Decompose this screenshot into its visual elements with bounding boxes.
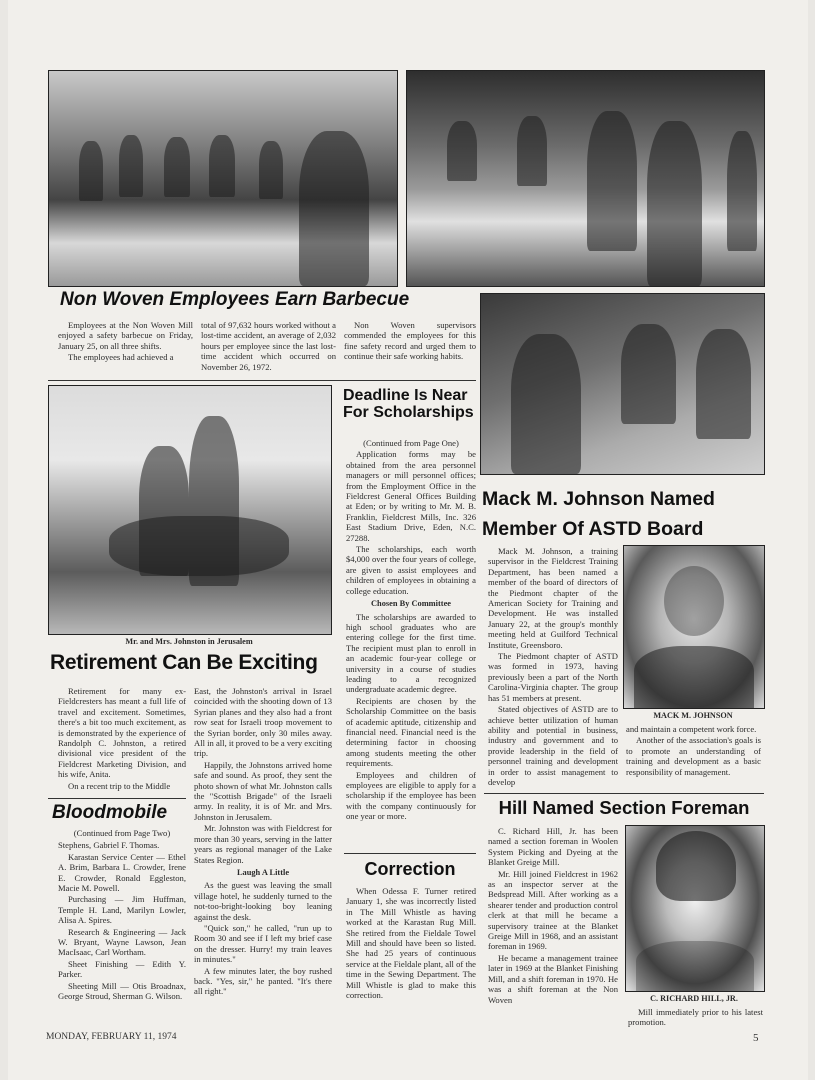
section-divider	[48, 380, 476, 381]
retirement-headline: Retirement Can Be Exciting	[50, 651, 318, 674]
footer-date: MONDAY, FEBRUARY 11, 1974	[46, 1032, 177, 1042]
barbecue-photo-bottom-right	[480, 293, 765, 475]
hill-headline: Hill Named Section Foreman	[498, 797, 750, 818]
barbecue-col-1: Employees at the Non Woven Mill enjoyed a safety barbecue on Friday, January 25, on all three shifts. The employees had achieved a	[58, 320, 193, 363]
newspaper-page	[8, 0, 808, 1080]
scholarship-headline: Deadline Is Near For Scholarships	[343, 387, 474, 421]
bloodmobile-rule	[48, 798, 186, 799]
barbecue-col-3: Non Woven supervisors commended the employees for this fine safety record and urged them to continue their safe working habits.	[344, 320, 476, 362]
johnson-body: Mack M. Johnson, a training supervisor in the Fieldcrest Training Department, has been named a member of the board of directors of the Piedmont chapter of the American Society for Training and Development. He was installed January 22, at the group's monthly meeting held at Guilford Technical Institute, Greensboro. The Piedmont chapter of ASTD was formed in 1973, having previously been a part of the North Carolina-Virginia chapter. The group has 51 members at present. Stated objectives of ASTD are to achieve better utilization of human ability and potential in business, industry and government and to provide leadership in the field of personnel training and development in order to assist management to develop	[488, 546, 618, 787]
johnson-portrait	[623, 545, 765, 709]
johnson-headline: Mack M. Johnson Named Member Of ASTD Board	[482, 488, 715, 540]
hill-caption: C. RICHARD HILL, JR.	[650, 994, 738, 1003]
footer-page-number: 5	[753, 1032, 759, 1044]
hill-body-right: Mill immediately prior to his latest promotion.	[628, 1007, 763, 1028]
johnson-body-right: and maintain a competent work force. Another of the association's goals is to promote an understanding of training and development as a basic responsibility of management.	[626, 724, 761, 777]
bloodmobile-headline: Bloodmobile	[52, 802, 168, 823]
chosen-subhead: Chosen By Committee	[370, 599, 452, 609]
barbecue-photo-left	[48, 70, 398, 287]
correction-body: When Odessa F. Turner retired January 1, she was incorrectly listed in The Mill Whistle as having worked at the Karastan Rug Mill. She retired from the Fieldale Towel Mill and should have been so listed. She had 25 years of continuous service at the Fieldale plant, all of the time in the Sewing Department. The Mill Whistle is glad to make this correction.	[346, 886, 476, 1001]
hill-body: C. Richard Hill, Jr. has been named a section foreman in Woolen System Picking and Dyeing at the Blanket Greige Mill. Mr. Hill joined Fieldcrest in 1962 as an inspector server at the Bedspread Mill. After working as a shearer tender and production control clerk at that mill he became a supervisory trainee at the Blanket Greige Mill in 1968, and an assistant foreman in 1969. He became a management trainee later in 1969 at the Blanket Finishing Mill, and a shift foreman in 1970. He was a shift foreman at the Non Woven	[488, 826, 618, 1005]
scholarship-body: (Continued from Page One) Application forms may be obtained from the area personnel managers or mill personnel offices; from the Employment Office in the Fieldcrest General Offices Building at Eden; or by writing to Mr. M. B. Franklin, Fieldcrest Mills, Inc. 326 East Stadium Drive, Eden, N.C. 27288. The scholarships, each worth $4,000 over the four years of college, are given to assist employees and children of employees in obtaining a college education. Chosen By Committee The scholarships are awarded to high school graduates who are entering college for the first time. The recipient must plan to enroll in an academic four-year college or university in a course of studies leading to a recognized undergraduate academic degree. Recipients are chosen by the Scholarship Committee on the basis of academic aptitude, citizenship and financial need. Financial need is the determining factor in choosing among students meeting the other requirements. Employees and children of employees are eligible to apply for a scholarship if the employee has been with the company continuously for one year or more.	[346, 438, 476, 822]
hill-rule	[484, 793, 764, 794]
barbecue-photo-right	[406, 70, 765, 287]
johnson-caption: MACK M. JOHNSON	[653, 711, 733, 720]
barbecue-col-2: total of 97,632 hours worked without a lost-time accident, an average of 2,032 hours per employee since the last lost-time accident which occurred on November 26, 1972.	[201, 320, 336, 372]
barbecue-headline: Non Woven Employees Earn Barbecue	[60, 289, 410, 310]
hill-portrait	[625, 825, 765, 992]
bloodmobile-body: (Continued from Page Two) Stephens, Gabriel F. Thomas. Karastan Service Center — Ethel A. Brim, Barbara L. Crowder, Irene E. Crowder, Ronald Eggleston, Macie M. Powell. Purchasing — Jim Huffman, Temple H. Land, Marilyn Lowler, Alisa A. Spires. Research & Engineering — Jack W. Bryant, Wayne Lawson, Jean MacIsaac, Carl Wortham. Sheet Finishing — Edith Y. Parker. Sheeting Mill — Otis Broadnax, George Stroud, Sherman G. Wilson.	[58, 828, 186, 1002]
retirement-col-1: Retirement for many ex-Fieldcresters has meant a full life of travel and excitement. Sometimes, there's a bit too much excitement, as is demonstrated by the experience of Randolph C. Johnston, a retired divisional vice president of the Fieldcrest Marketing Division, and his wife, Anita. On a recent trip to the Middle	[58, 686, 186, 791]
jerusalem-photo	[48, 385, 332, 635]
jerusalem-caption: Mr. and Mrs. Johnston in Jerusalem	[125, 637, 253, 646]
laugh-subhead: Laugh A Little	[236, 867, 290, 877]
correction-headline: Correction	[364, 859, 456, 879]
correction-rule	[344, 853, 476, 854]
retirement-col-2: East, the Johnston's arrival in Israel coincided with the shooting down of 13 Syrian planes and they also had a front row seat for Israeli troop movement to the Syrian border, only 30 miles away. All in all, it proved to be a very exciting trip. Happily, the Johnstons arrived home safe and sound. As proof, they sent the photo shown of what Mr. Johnston calls the "Scottish Brigade" of the Israeli army. In reality, it is of Mr. and Mrs. Johnston in Jerusalem. Mr. Johnston was with Fieldcrest for more than 30 years, serving in the latter years as regional manager of the Lake States Region. Laugh A Little As the guest was leaving the small village hotel, he suddenly turned to the not-too-bright-looking boy leaning against the desk. "Quick son," he called, "run up to Room 30 and see if I left my brief case on the dresser. Hurry! my train leaves in minutes." A few minutes later, the boy rushed back. "Yes, sir," he panted. "It's there all right."	[194, 686, 332, 997]
